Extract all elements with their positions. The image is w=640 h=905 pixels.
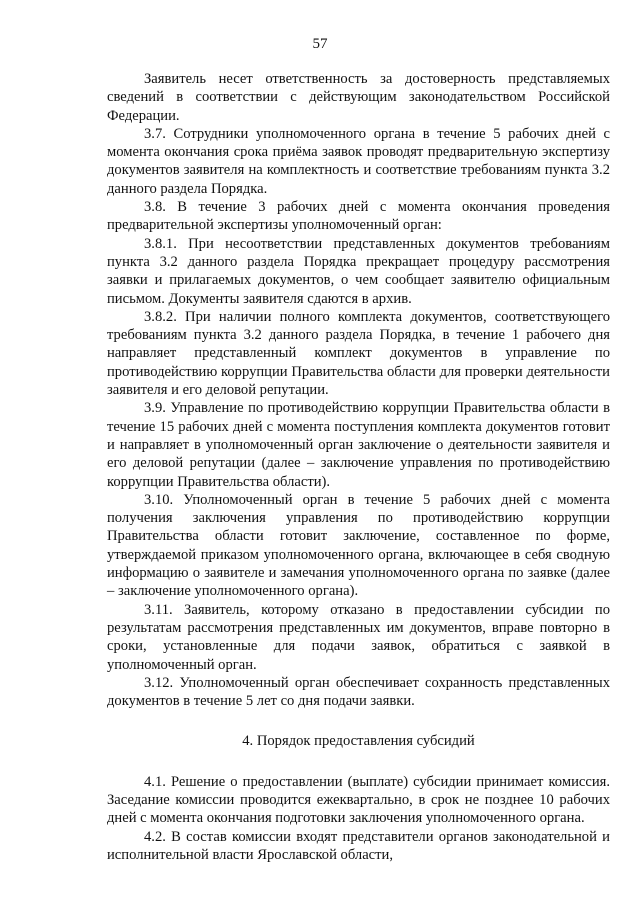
paragraph-3-10: 3.10. Уполномоченный орган в течение 5 рабочих дней с момента получения заключения управления по противодействию коррупции Правительства области готовит заключение, составленное по форме, утверждаемой приказом уполномоченного органа, включающее в себя сводную информацию о заявителе и замечания уполномоченного органа по заявке (далее – заключение уполномоченного органа). xyxy=(107,491,610,600)
paragraph-3-8: 3.8. В течение 3 рабочих дней с момента окончания проведения предварительной экспертизы уполномоченный орган: xyxy=(107,199,610,234)
section-4-heading: 4. Порядок предоставления субсидий xyxy=(242,733,475,750)
document-body xyxy=(107,70,610,864)
paragraph-4-2: 4.2. В состав комиссии входят представители органов законодательной и исполнительной власти Ярославской области, xyxy=(107,828,610,863)
paragraph-3-7: 3.7. Сотрудники уполномоченного органа в течение 5 рабочих дней с момента окончания срока приёма заявок проводят предварительную экспертизу документов заявителя на комплектность и соответствие требованиям пункта 3.2 данного раздела Порядка. xyxy=(107,125,610,197)
page-number: 57 xyxy=(312,36,328,52)
paragraph-4-1: 4.1. Решение о предоставлении (выплате) субсидии принимает комиссия. Заседание комиссии проводится ежеквартально, в срок не позднее 10 рабочих дней с момента окончания подготовки заключения уполномоченного органа. xyxy=(107,773,610,827)
paragraph-3-12: 3.12. Уполномоченный орган обеспечивает сохранность представленных документов в течение 5 лет со дня подачи заявки. xyxy=(107,674,610,710)
paragraph-3-8-2: 3.8.2. При наличии полного комплекта документов, соответствующего требованиям пункта 3.2 данного раздела Порядка, в течение 1 рабочего дня направляет представленный комплект документов в управление по противодействию коррупции Правительства области для проверки деятельности заявителя и его деловой репутации. xyxy=(107,308,610,399)
paragraph-applicant-responsibility: Заявитель несет ответственность за достоверность представляемых сведений в соответствии с действующим законодательством Российской Федерации. xyxy=(107,71,610,124)
paragraph-3-11: 3.11. Заявитель, которому отказано в предоставлении субсидии по результатам рассмотрения представленных им документов, вправе повторно в сроки, установленные для подачи заявок, обратиться с заявкой в уполномоченный орган. xyxy=(107,601,610,673)
paragraph-3-9: 3.9. Управление по противодействию коррупции Правительства области в течение 15 рабочих дней с момента поступления комплекта документов готовит и направляет в уполномоченный орган заключение о деятельности заявителя и его деловой репутации (далее – заключение управления по противодействию коррупции Правительства области). xyxy=(107,400,610,490)
paragraph-3-8-1: 3.8.1. При несоответствии представленных документов требованиям пункта 3.2 данного раздела Порядка прекращает процедуру рассмотрения заявки и прилагаемых документов, о чем сообщает заявителю официальным письмом. Документы заявителя сдаются в архив. xyxy=(107,235,610,307)
